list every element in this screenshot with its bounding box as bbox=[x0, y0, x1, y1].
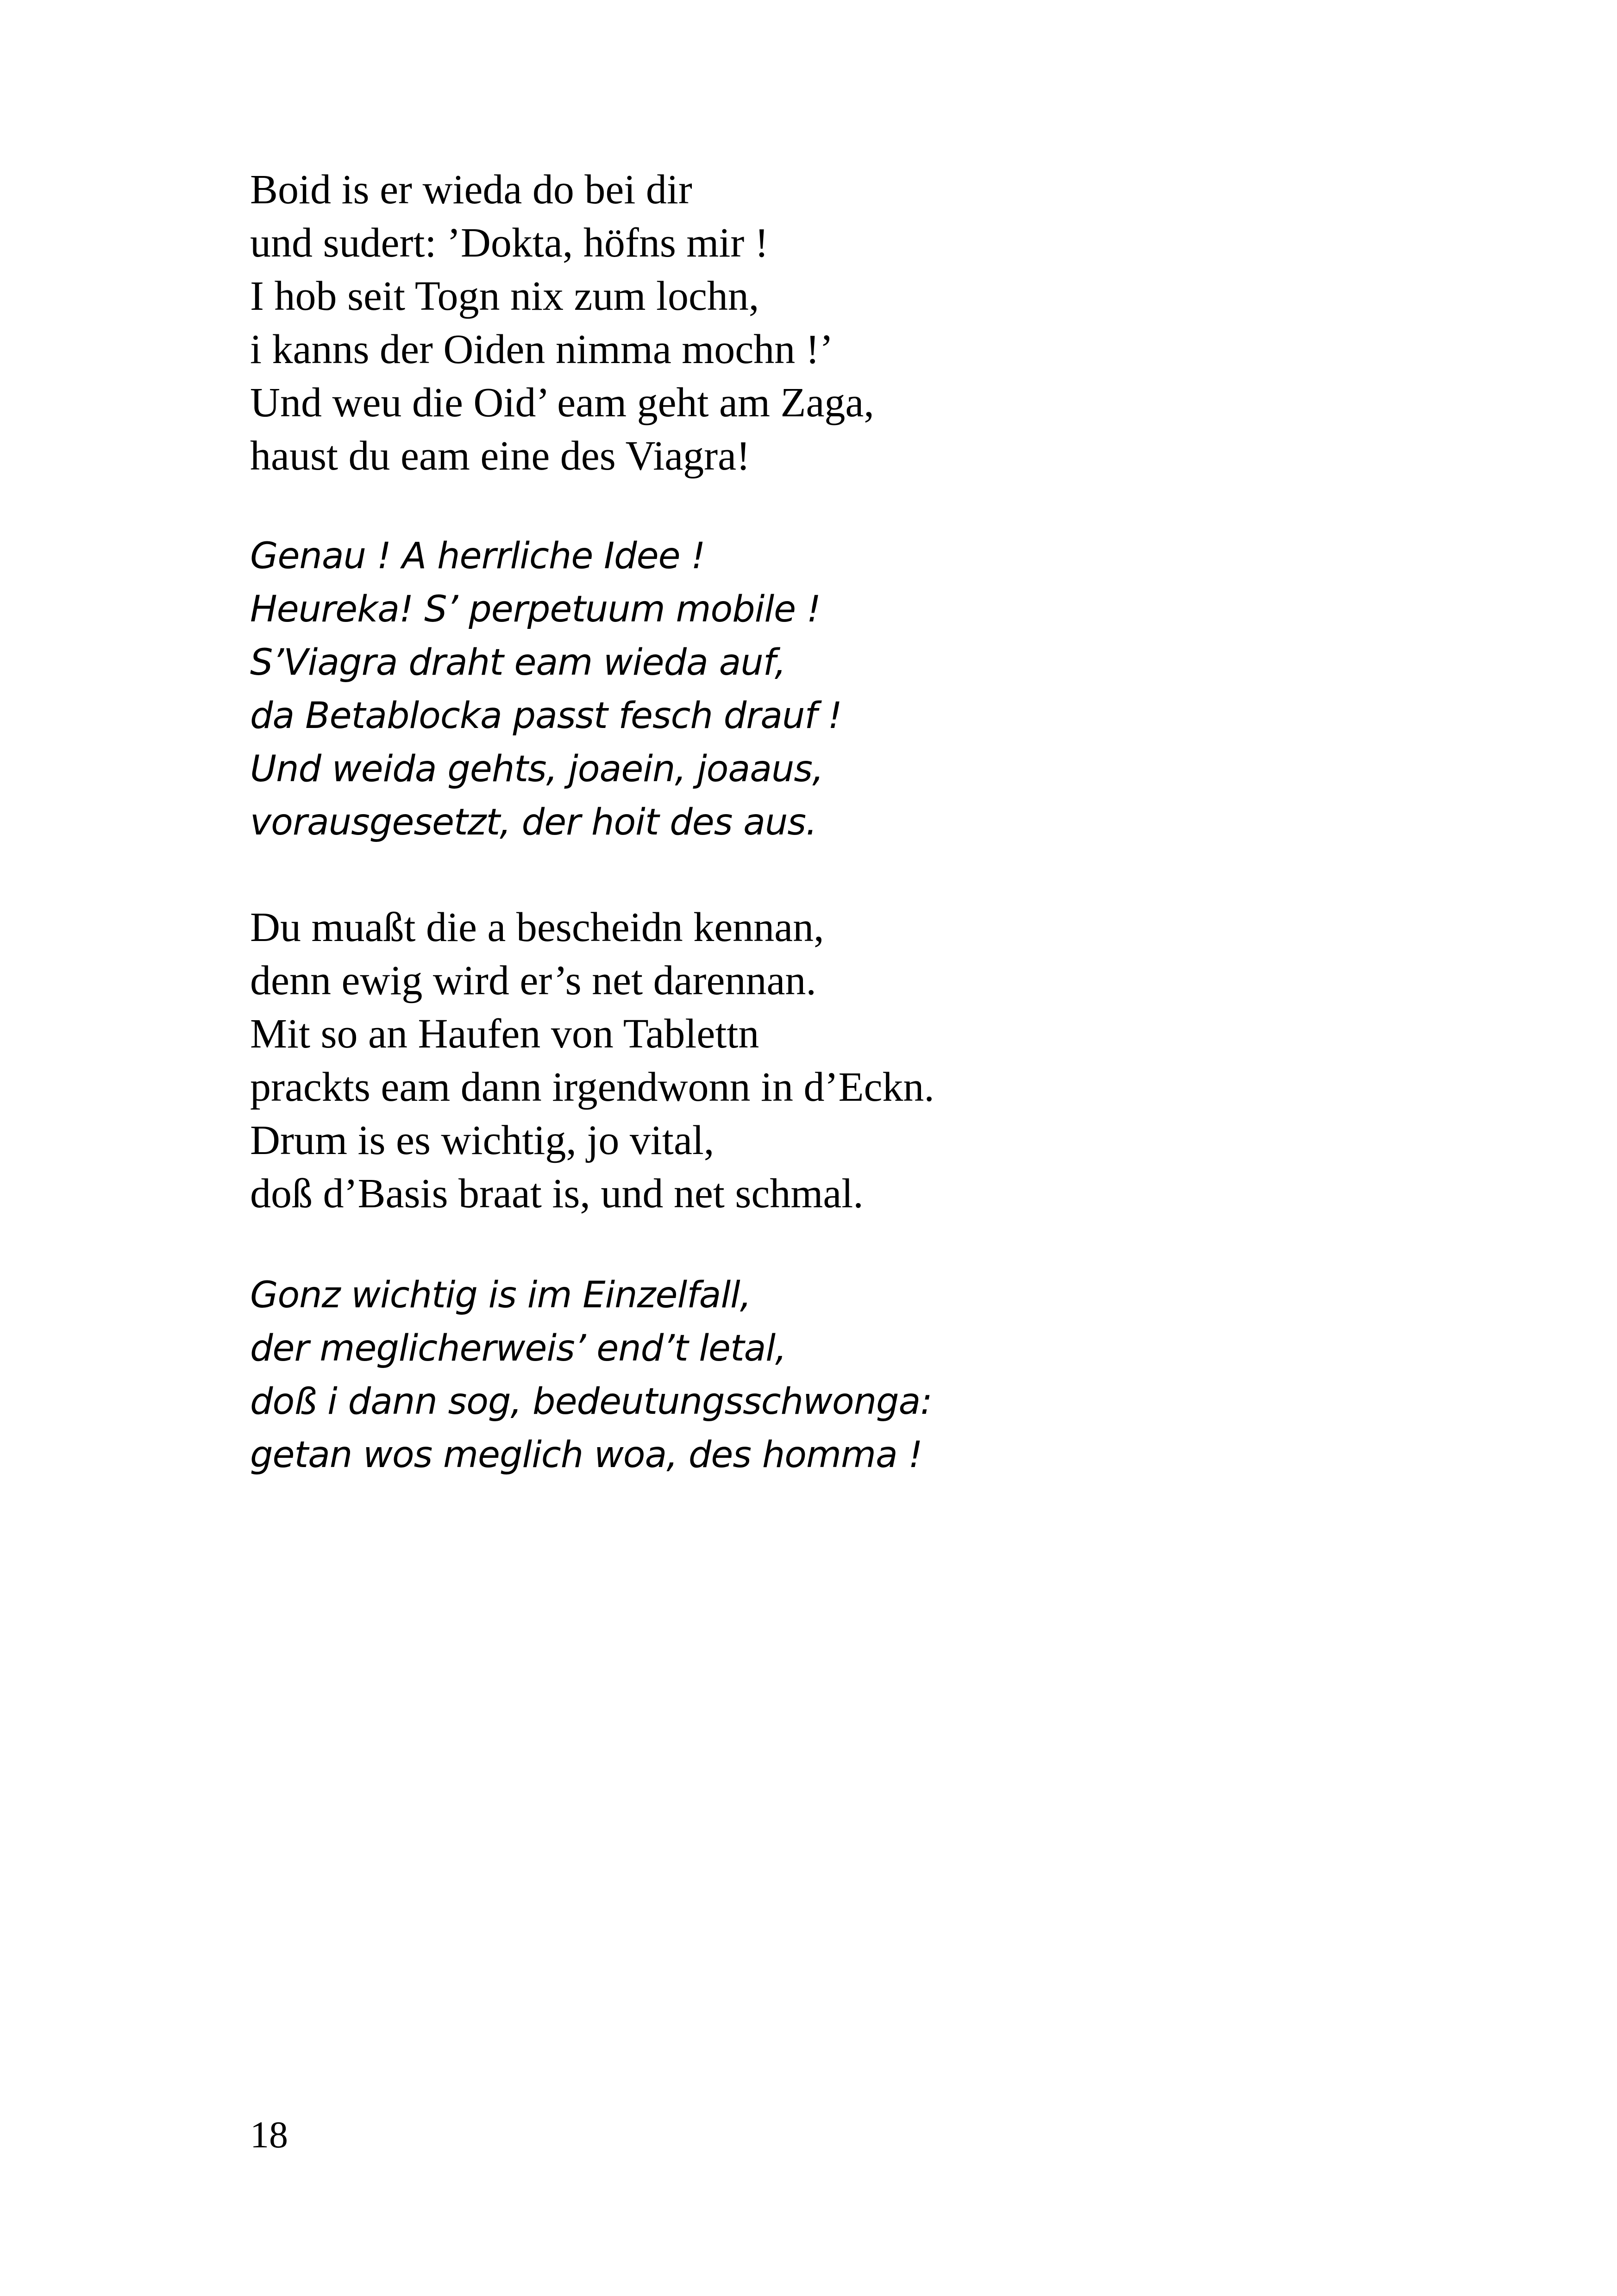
page-number: 18 bbox=[250, 2114, 288, 2156]
poem-line: und sudert: ’Dokta, höfns mir ! bbox=[250, 220, 769, 266]
poem-line: Boid is er wieda do bei dir bbox=[250, 167, 692, 213]
stanza-4 bbox=[250, 1269, 1547, 1482]
poem-line: Gonz wichtig is im Einzelfall, bbox=[250, 1274, 751, 1316]
stanza-3 bbox=[250, 901, 1547, 1220]
poem-line: S’Viagra draht eam wieda auf, bbox=[250, 642, 786, 684]
poem-line: da Betablocka passt fesch drauf ! bbox=[250, 695, 842, 737]
poem-line: haust du eam eine des Viagra! bbox=[250, 433, 751, 479]
poem-line: Drum is es wichtig, jo vital, bbox=[250, 1117, 714, 1163]
poem-line: denn ewig wird er’s net darennan. bbox=[250, 958, 816, 1004]
poem-line: prackts eam dann irgendwonn in d’Eckn. bbox=[250, 1064, 934, 1110]
poem-line: Genau ! A herrliche Idee ! bbox=[250, 535, 705, 577]
poem-line: doß i dann sog, bedeutungsschwonga: bbox=[250, 1381, 932, 1423]
poem-line: I hob seit Togn nix zum lochn, bbox=[250, 273, 759, 319]
poem-line: Heureka! S’ perpetuum mobile ! bbox=[250, 589, 821, 630]
poem-line: doß d’Basis braat is, und net schmal. bbox=[250, 1171, 864, 1217]
poem-line: Du muaßt die a bescheidn kennan, bbox=[250, 904, 824, 950]
poem-line: der meglicherweis’ end’t letal, bbox=[250, 1328, 786, 1369]
poem-line: Mit so an Haufen von Tablettn bbox=[250, 1011, 759, 1057]
poem-line: i kanns der Oiden nimma mochn !’ bbox=[250, 326, 834, 372]
poem-line: getan wos meglich woa, des homma ! bbox=[250, 1434, 922, 1476]
poem-line: Und weida gehts, joaein, joaaus, bbox=[250, 748, 823, 790]
stanza-2 bbox=[250, 530, 1547, 849]
stanza-1 bbox=[250, 163, 1547, 483]
poem-line: Und weu die Oid’ eam geht am Zaga, bbox=[250, 380, 874, 426]
poem-line: vorausgesetzt, der hoit des aus. bbox=[250, 802, 817, 843]
